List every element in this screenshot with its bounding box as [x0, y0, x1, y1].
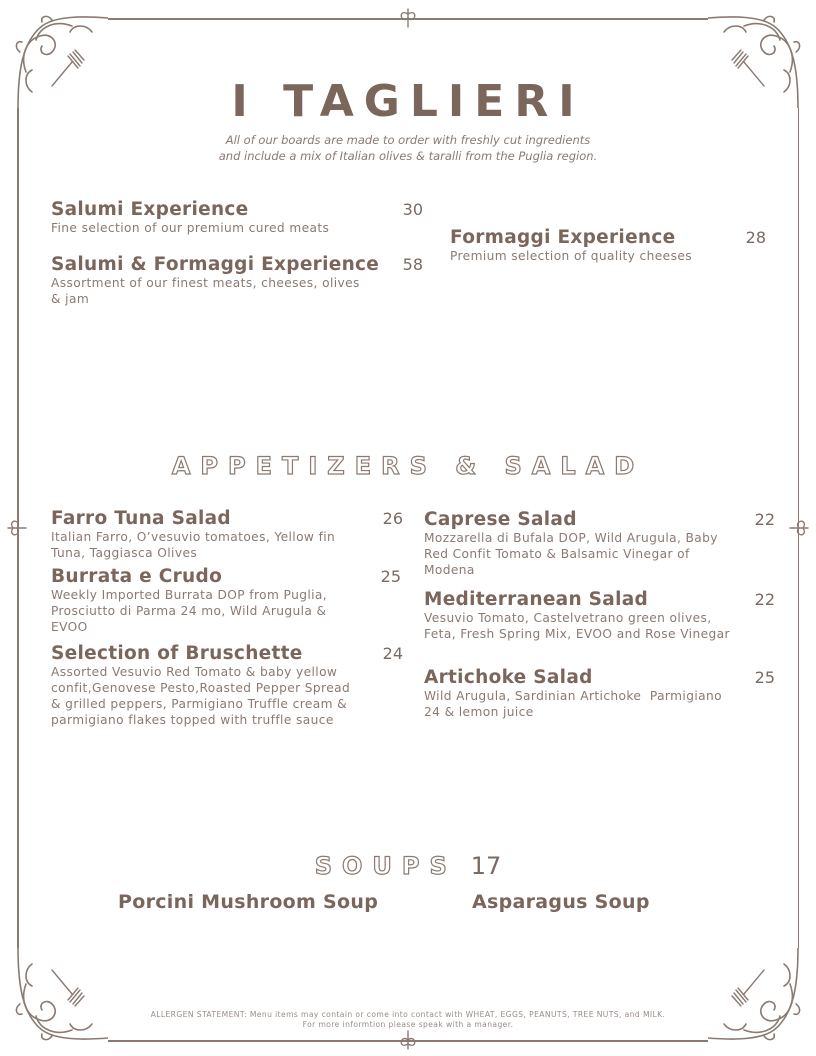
allergen-line: ALLERGEN STATEMENT: Menu items may contain or come into contact with WHEAT, EGGS, PEANUTS, TREE NUTS, and MILK. [150, 1010, 666, 1019]
page-title: I TAGLIERI [231, 76, 585, 127]
fleur-ornament-icon [396, 6, 420, 30]
menu-item-salumi-experience [51, 199, 423, 236]
item-description: Assorted Vesuvio Red Tomato & baby yellow confit,Genovese Pesto,Roasted Pepper Spread & grilled peppers, Parmigiano Truffle cream & parmigiano flakes topped with truffle sauce [51, 665, 351, 727]
soups-title: SOUPS [314, 852, 457, 880]
menu-item-farro-tuna-salad [51, 508, 403, 561]
item-price: 26 [382, 509, 403, 528]
item-name: Caprese Salad [424, 509, 577, 530]
item-price: 25 [754, 668, 775, 687]
item-price: 22 [754, 510, 775, 529]
menu-item-formaggi-experience [450, 227, 766, 264]
menu-item-artichoke-salad [424, 667, 775, 720]
menu-item-mediterranean-salad [424, 589, 775, 642]
menu-item-salumi-formaggi-experience [51, 254, 423, 307]
item-name: Farro Tuna Salad [51, 508, 231, 529]
item-price: 28 [745, 228, 766, 247]
item-description: Mozzarella di Bufala DOP, Wild Arugula, Baby Red Confit Tomato & Balsamic Vinegar of Modena [424, 531, 718, 577]
fleur-ornament-icon [787, 516, 811, 540]
item-name: Mediterranean Salad [424, 589, 649, 610]
section-title-soups [0, 852, 816, 880]
item-description: Italian Farro, O’vesuvio tomatoes, Yellow fin Tuna, Taggiasca Olives [51, 530, 336, 560]
item-price: 22 [754, 590, 775, 609]
item-name: Burrata e Crudo [51, 566, 223, 587]
item-price: 30 [402, 200, 423, 219]
item-name: Artichoke Salad [424, 667, 593, 688]
fleur-ornament-icon [5, 516, 29, 540]
item-description: Weekly Imported Burrata DOP from Puglia, Prosciutto di Parma 24 mo, Wild Arugula & EVOO [51, 588, 328, 634]
item-description: Wild Arugula, Sardinian Artichoke Parmigiano 24 & lemon juice [424, 689, 727, 719]
fork-icon [52, 970, 84, 1006]
allergen-line: For more informtion please speak with a manager. [302, 1020, 514, 1029]
item-price: 24 [382, 644, 403, 663]
soup-item-porcini: Porcini Mushroom Soup [118, 891, 379, 913]
menu-item-selection-of-bruschette [51, 643, 403, 728]
item-name: Formaggi Experience [450, 227, 676, 248]
item-name: Salumi & Formaggi Experience [51, 254, 380, 275]
item-name: Salumi Experience [51, 199, 249, 220]
intro-text [0, 132, 816, 164]
soup-item-asparagus: Asparagus Soup [472, 891, 650, 913]
fleur-ornament-icon [396, 1028, 420, 1052]
menu-item-caprese-salad [424, 509, 775, 578]
item-description: Fine selection of our premium cured meats [51, 221, 330, 235]
item-name: Selection of Bruschette [51, 643, 303, 664]
intro-line: All of our boards are made to order with freshly cut ingredients [225, 133, 591, 147]
item-description: Premium selection of quality cheeses [450, 249, 692, 263]
item-description: Assortment of our finest meats, cheeses, olives & jam [51, 276, 360, 306]
fork-icon [732, 970, 764, 1006]
item-price: 25 [380, 567, 401, 586]
item-price: 58 [402, 255, 423, 274]
item-description: Vesuvio Tomato, Castelvetrano green olives, Feta, Fresh Spring Mix, EVOO and Rose Vinegar [424, 611, 730, 641]
intro-line: and include a mix of Italian olives & taralli from the Puglia region. [218, 149, 598, 163]
menu-item-burrata-e-crudo [51, 566, 401, 635]
allergen-statement [0, 1010, 816, 1030]
section-title-appetizers: APPETIZERS & SALAD [171, 452, 645, 480]
soups-price: 17 [470, 852, 502, 880]
